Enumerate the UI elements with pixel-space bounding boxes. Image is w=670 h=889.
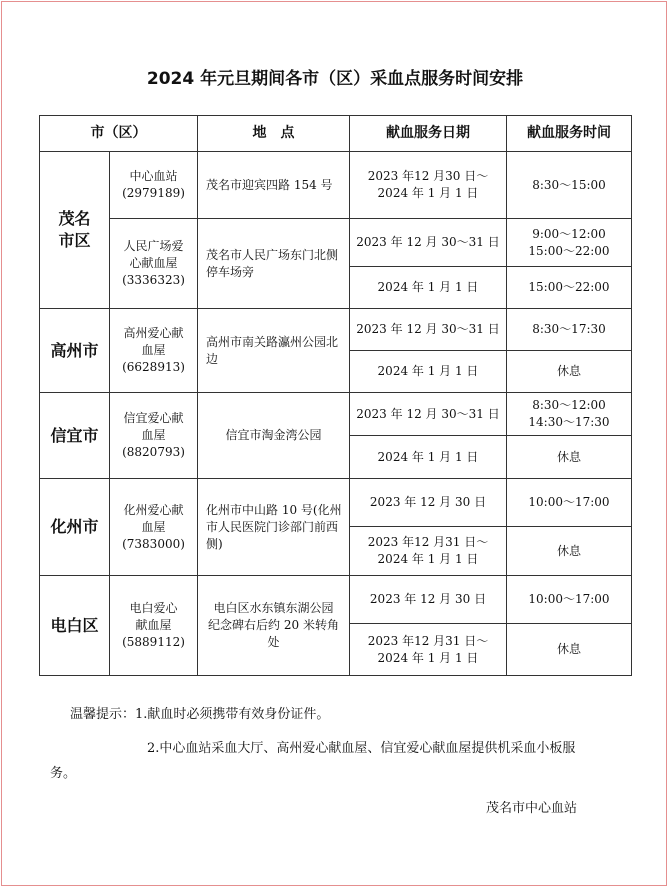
city-cell: 化州市 [40,479,110,576]
site-cell [110,152,198,219]
city-cell: 电白区 [40,576,110,676]
header-address: 地 点 [198,116,350,152]
time-cell [507,393,632,436]
table-row [40,576,632,624]
header-time: 献血服务时间 [507,116,632,152]
site-phone: (7383000) [122,536,185,551]
site-phone: (3336323) [122,273,185,287]
table-row [40,479,632,527]
date-cell: 2024 年 1 月 1 日 [350,267,507,309]
date-cell: 2023 年 12 月 30～31 日 [350,309,507,351]
site-cell [110,309,198,393]
time-cell: 10:00～17:00 [507,576,632,624]
table-row [40,219,632,267]
time-line: 9:00～12:00 [532,226,606,241]
site-name: 电白爱心献血屋 [129,601,178,632]
time-cell: 休息 [507,624,632,676]
time-cell [507,219,632,267]
address-cell: 高州市南关路瀛州公园北边 [198,309,350,393]
time-line: 8:30～12:00 [532,398,606,412]
page-title: 2024 年元旦期间各市（区）采血点服务时间安排 [146,69,524,89]
site-cell [110,576,198,676]
table-row [40,152,632,219]
time-cell: 10:00～17:00 [507,479,632,527]
address-cell: 茂名市迎宾四路 154 号 [198,152,350,219]
time-cell: 8:30～15:00 [507,152,632,219]
site-cell [110,393,198,479]
table-row [40,393,632,436]
address-cell: 茂名市人民广场东门北侧停车场旁 [198,219,350,309]
date-cell: 2023 年12 月31 日～2024 年 1 月 1 日 [350,624,507,676]
date-cell: 2024 年 1 月 1 日 [350,351,507,393]
site-phone: (5889112) [122,635,185,649]
time-cell: 休息 [507,436,632,479]
date-cell: 2023 年 12 月 30～31 日 [350,219,507,267]
address-cell: 化州市中山路 10 号(化州市人民医院门诊部门前西侧) [198,479,350,576]
note-2-continued: 务。 [50,766,77,781]
date-cell: 2023 年 12 月 30 日 [350,576,507,624]
date-cell: 2024 年 1 月 1 日 [350,436,507,479]
time-cell: 15:00～22:00 [507,267,632,309]
time-line: 14:30～17:30 [528,415,610,429]
site-phone: (8820793) [122,445,185,459]
table-row [40,309,632,351]
time-cell: 休息 [507,527,632,576]
site-name: 人民广场爱心献血屋 [123,239,184,270]
date-cell: 2023 年 12 月 30 日 [350,479,507,527]
address-cell: 电白区水东镇东湖公园纪念碑右后约 20 米转角处 [198,576,350,676]
note-2: 2.中心血站采血大厅、高州爱心献血屋、信宜爱心献血屋提供机采血小板服 [147,741,576,756]
city-cell: 信宜市 [40,393,110,479]
site-phone: (2979189) [122,186,185,200]
schedule-table [39,115,632,676]
site-name: 信宜爱心献血屋 [123,411,184,442]
site-cell [110,479,198,576]
address-cell: 信宜市淘金湾公园 [198,393,350,479]
signature: 茂名市中心血站 [486,801,578,816]
city-cell: 高州市 [40,309,110,393]
date-cell: 2023 年12 月30 日～2024 年 1 月 1 日 [350,152,507,219]
date-cell: 2023 年12 月31 日～2024 年 1 月 1 日 [350,527,507,576]
date-cell: 2023 年 12 月 30～31 日 [350,393,507,436]
city-name: 茂名市区 [58,209,91,250]
site-name: 中心血站 [129,169,178,183]
time-cell: 休息 [507,351,632,393]
site-name: 化州爱心献血屋 [123,502,184,534]
header-date: 献血服务日期 [350,116,507,152]
site-cell [110,219,198,309]
site-phone: (6628913) [122,360,185,374]
header-city: 市（区） [40,116,198,152]
note-1: 温馨提示：1.献血时必须携带有效身份证件。 [70,707,330,722]
header-row [40,116,632,152]
time-cell: 8:30～17:30 [507,309,632,351]
time-line: 15:00～22:00 [528,243,610,258]
site-name: 高州爱心献血屋 [123,326,184,357]
city-cell [40,152,110,309]
